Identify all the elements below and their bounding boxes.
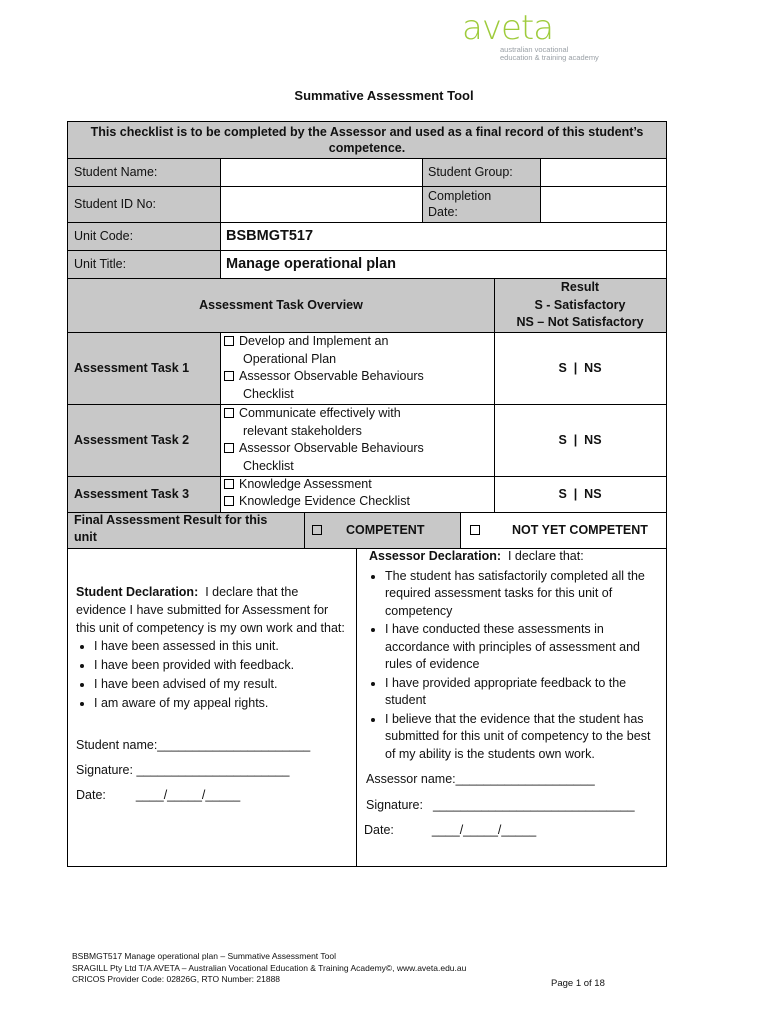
completion-date-label: Completion Date:: [422, 186, 540, 222]
task-3-items: Knowledge Assessment Knowledge Evidence Checklist: [220, 476, 494, 512]
task-1-label: Assessment Task 1: [68, 332, 220, 404]
unit-title-value: Manage operational plan: [226, 256, 396, 272]
task-3-label: Assessment Task 3: [68, 476, 220, 512]
student-name-line[interactable]: Student name:______________________: [76, 738, 311, 752]
result-header: Result S - Satisfactory NS – Not Satisfactory: [494, 278, 666, 332]
final-result-label: Final Assessment Result for this unit: [68, 512, 304, 548]
aveta-logo: [462, 8, 612, 66]
task-2-label: Assessment Task 2: [68, 404, 220, 476]
overview-header: Assessment Task Overview: [68, 278, 494, 332]
table-border: [67, 121, 667, 867]
task-1-items: Develop and Implement an Operational Plan Assessor Observable Behaviours Checklist: [220, 332, 494, 404]
unit-title-label: Unit Title:: [68, 250, 220, 278]
intro-text: This checklist is to be completed by the Assessor and used as a final record of this student’s competence.: [68, 122, 666, 158]
assessor-declaration: Assessor Declaration: I declare that: • The student has satisfactorily completed all the required assessment tasks for this unit of competency • I have conducted these assessments in accordance with principles of assessment and rules of evidence • I have provided appropriate feedback to the student • I believe that the evidence that the student has submitted for this unit of competency to the best of my ability is the students own work. Assessor name:____________________ Signature: _____________________________ Date: ____/_____/_____: [356, 548, 666, 866]
task-2-result[interactable]: S | NS: [558, 433, 602, 447]
document-title: Summative Assessment Tool: [294, 88, 474, 103]
assessor-name-line[interactable]: Assessor name:____________________: [366, 772, 595, 786]
footer: BSBMGT517 Manage operational plan – Summative Assessment Tool SRAGILL Pty Ltd T/A AVETA – Australian Vocational Education & Training Academy©, www.aveta.edu.au CRICOS Provider Code: 02826G, RTO Number: 21888: [72, 951, 467, 984]
competent-option[interactable]: COMPETENT: [304, 512, 460, 548]
task-2-items: Communicate effectively with relevant stakeholders Assessor Observable Behaviours Checklist: [220, 404, 494, 476]
assessor-signature-line[interactable]: Signature: _____________________________: [366, 797, 635, 812]
logo-tagline: australian vocational education & training academy: [500, 45, 599, 62]
list-item: • I have been assessed in this unit.: [94, 637, 350, 655]
assessor-date-line[interactable]: Date: ____/_____/_____: [364, 823, 537, 837]
list-item: • The student has satisfactorily completed all the required assessment tasks for this unit of competency: [385, 568, 660, 621]
not-competent-option[interactable]: NOT YET COMPETENT: [460, 512, 666, 548]
student-signature-line[interactable]: Signature: ______________________: [76, 763, 290, 777]
student-name-label: Student Name:: [68, 158, 220, 186]
unit-code-label: Unit Code:: [68, 222, 220, 250]
student-declaration: Student Declaration: I declare that the evidence I have submitted for Assessment for this unit of competency is my own work and that: • I have been assessed in this unit. • I have been provided with feedback. • I have been advised of my result. • I am aware of my appeal rights. Student name:______________________ Signature: ______________________ Date: ____/_____/_____: [68, 548, 356, 866]
logo-wordmark: aveta: [462, 8, 554, 48]
student-date-line[interactable]: Date: ____/_____/_____: [76, 788, 241, 802]
list-item: • I have been advised of my result.: [94, 675, 350, 693]
unit-code-value: BSBMGT517: [226, 228, 314, 244]
student-group-label: Student Group:: [422, 158, 540, 186]
list-item: • I have been provided with feedback.: [94, 656, 350, 674]
page-number: Page 1 of 18: [551, 978, 605, 989]
list-item: • I believe that the evidence that the student has submitted for this unit of competency to the best of my ability is the students own work.: [385, 711, 660, 764]
task-3-result[interactable]: S | NS: [558, 487, 602, 501]
student-id-label: Student ID No:: [68, 186, 220, 222]
list-item: • I have conducted these assessments in accordance with principles of assessment and rules of evidence: [385, 621, 660, 674]
task-1-result[interactable]: S | NS: [558, 361, 602, 375]
list-item: • I have provided appropriate feedback to the student: [385, 675, 660, 710]
list-item: • I am aware of my appeal rights.: [94, 694, 350, 712]
